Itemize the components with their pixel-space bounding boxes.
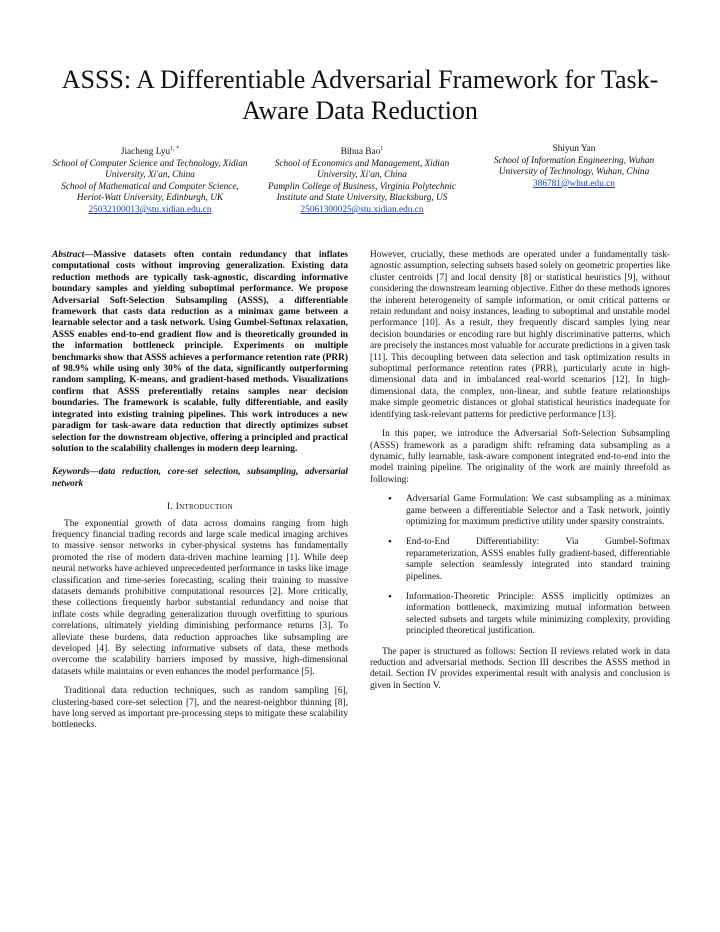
contribution-text: End-to-End Differentiability: Via Gumbel-Softmax reparameterization, ASSS enables fully gradient-based, differentiable sample selection seamlessly integrated into standard training pipelines.	[406, 537, 670, 582]
bullet-icon: •	[388, 493, 392, 506]
author-2-affiliation-1: School of Economics and Management, Xidian University, Xi'an, China	[274, 158, 450, 181]
intro-paragraph-4: In this paper, we introduce the Adversarial Soft-Selection Subsampling (ASSS) framework as a paradigm shift: reframing data subsampling as a dynamic, fully learnable, task-aware component integrated end-to-end into the model training pipeline. The originality of the work are mainly threefold as following:	[370, 429, 670, 485]
section-heading-introduction: I. Introduction	[167, 502, 233, 513]
author-2-affiliation-2: Pamplin College of Business, Virginia Polytechnic Institute and State University, Blacksburg, US	[268, 181, 456, 204]
contribution-text: Information-Theoretic Principle: ASSS implicitly optimizes an information bottleneck, maximizing mutual information between selected subsets and targets while minimizing complexity, providing principled theoretical justification.	[406, 591, 670, 637]
closing-paragraph: The paper is structured as follows: Section II reviews related work in data reduction and adversarial methods. Section III describes the ASSS method in detail. Section IV provides experimental result with analysis and conclusion is given in Section V.	[370, 646, 670, 691]
right-column	[370, 250, 670, 692]
intro-paragraph-2: Traditional data reduction techniques, such as random sampling [6], clustering-based core-set selection [7], and the nearest-neighbor thinning [8], have long served as important pre-processing steps to mitigate these scalability bottlenecks.	[52, 686, 348, 731]
intro-paragraph-1: The exponential growth of data across domains ranging from high frequency financial trading records and large scale medical imaging archives to massive sensor networks in cyber-physical systems has fundamentally promoted the rise of modern data-driven machine learning [1]. While deep neural networks have achieved unprecedented performance in tasks like image classification and time-series forecasting, scaling their training to massive datasets demands prohibitive computational resources [2]. More critically, these collections frequently harbor substantial redundancy and noise that inflate costs while degrading generalization through overfitting to spurious correlations, ultimately yielding diminishing performance returns [3]. To alleviate these burdens, data reduction approaches like subsampling are developed [4]. By selecting informative subsets of data, these methods overcome the scalability barriers imposed by massive, high-dimensional datasets while maintains or even enhances the model performance [5].	[52, 518, 348, 677]
author-1-email-link[interactable]: 25032100013@stu.xidian.edu.cn	[88, 205, 212, 216]
author-2-email-link[interactable]: 25061300025@stu.xidian.edu.cn	[300, 205, 424, 216]
author-3-affiliation-1: School of Information Engineering, Wuhan University of Technology, Wuhan, China	[493, 155, 655, 178]
left-column	[52, 250, 348, 732]
abstract-label: Abstract—	[52, 250, 94, 260]
author-3-name: Shiyun Yan	[552, 144, 596, 154]
author-block	[52, 144, 672, 244]
bullet-icon: •	[388, 536, 392, 549]
contribution-item	[388, 493, 670, 528]
paper-title: ASSS: A Differentiable Adversarial Framework for Task-Aware Data Reduction	[61, 65, 659, 125]
abstract-text: Massive datasets often contain redundancy that inflates computational costs without improving generalization. Existing data reduction methods are typically task-agnostic, discarding informative boundary samples and yielding suboptimal performance. We propose Adversarial Soft-Selection Subsampling (ASSS), a differentiable framework that casts data reduction as a minimax game between a learnable selector and a task network. Using Gumbel-Softmax relaxation, ASSS enables end-to-end gradient flow and is theoretically grounded in the information bottleneck principle. Experiments on multiple benchmarks show that ASSS achieves a performance retention rate (PRR) of 98.9% while using only 30% of the data, significantly outperforming random sampling, K-means, and gradient-based methods. Visualizations confirm that ASSS preferentially retains samples near decision boundaries. The framework is scalable, fully differentiable, and easily integrated into existing training pipelines. This work introduces a new paradigm for task-aware data reduction that directly optimizes subset selection for the downstream objective, offering a principled and practical solution to the scalability challenges in modern deep learning.	[52, 250, 348, 454]
author-1-affiliation-2: School of Mathematical and Computer Science, Heriot-Watt University, Edinburgh, UK	[61, 181, 239, 204]
author-1-sup: 1, *	[170, 146, 180, 152]
author-1-name: Jiacheng Lyu	[120, 147, 171, 158]
abstract	[52, 250, 348, 455]
author-1	[52, 144, 248, 217]
contribution-list	[370, 494, 670, 637]
contribution-text: Adversarial Game Formulation: We cast subsampling as a minimax game between a differentiable Selector and a Task network, jointly optimizing for maximum predictive utility under sparsity constraints.	[406, 494, 670, 527]
author-3	[476, 144, 672, 190]
intro-paragraph-3: However, crucially, these methods are operated under a fundamentally task-agnostic assumption, selecting subsets based solely on geometric properties like cluster centroids [7] and local density [8] or statistical heuristics [9], without considering the downstream learning objective. Either do these methods ignores the inherent heterogeneity of sample information, or omit critical patterns or retain redundant and noisy instances, leading to suboptimal and unstable model performance [10]. As a result, they frequently discard samples lying near decision boundaries or encoding rare but highly discriminative patterns, which are precisely the instances most valuable for accurate predictions in a given task [11]. This decoupling between data selection and task optimization results in suboptimal performance retention rates (PRR), particularly acute in high-dimensional data and in imbalanced real-world scenarios [12]. In high-dimensional data, the complex, non-linear, and subtle feature relationships make simple geometric distances or global statistical heuristics inadequate for identifying task-relevant patterns for predictive performance [13].	[370, 250, 670, 420]
contribution-item	[388, 536, 670, 583]
author-2	[264, 144, 460, 217]
author-2-name: Bihua Bao	[340, 147, 381, 158]
author-2-sup: 1	[380, 146, 384, 152]
bullet-icon: •	[388, 590, 392, 603]
contribution-item	[388, 590, 670, 638]
author-3-email-link[interactable]: 386781@whut.edu.cn	[533, 178, 615, 189]
keywords: Keywords—data reduction, core-set selection, subsampling, adversarial network	[52, 467, 348, 489]
author-1-affiliation-1: School of Computer Science and Technology, Xidian University, Xi'an, China	[52, 158, 248, 181]
